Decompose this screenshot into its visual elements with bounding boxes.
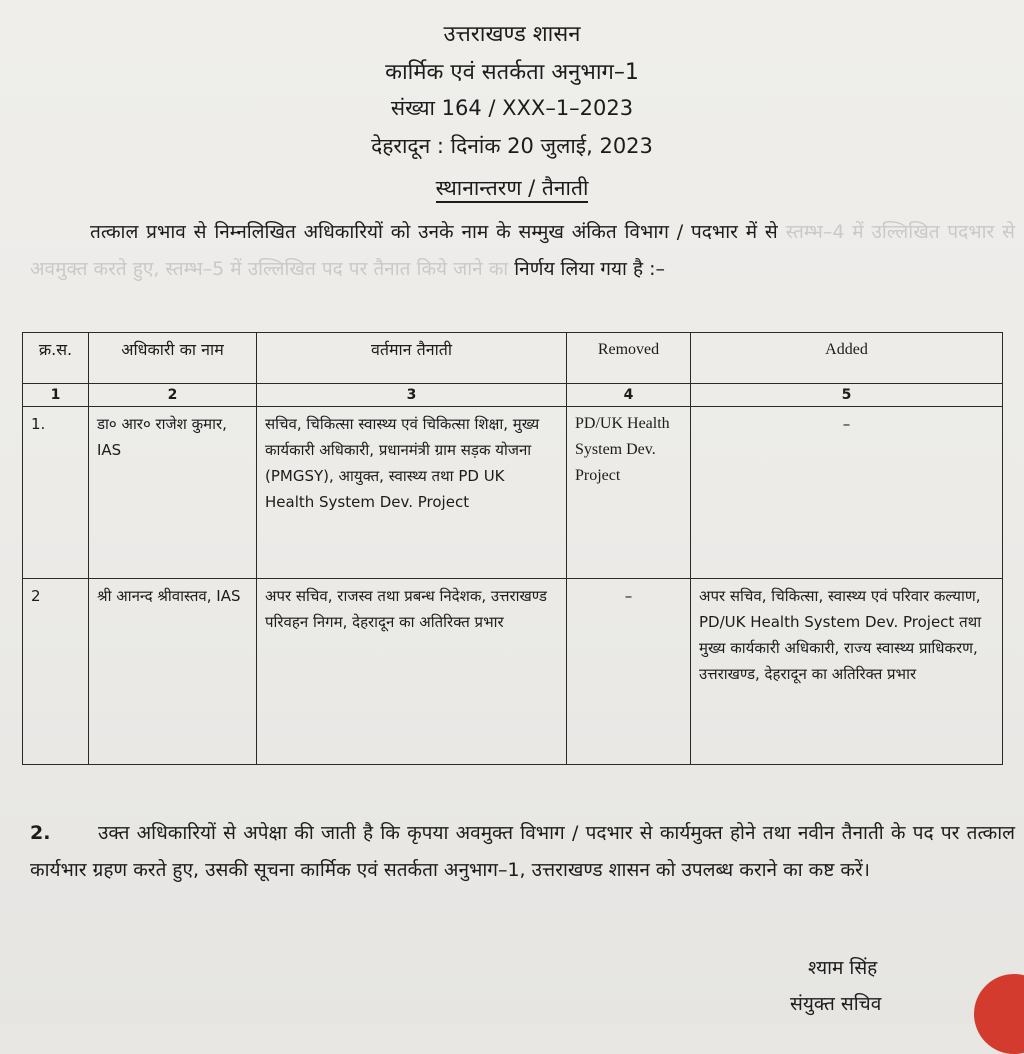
row-officer-name: डा० आर० राजेश कुमार, IAS [89, 407, 257, 579]
table-header-row [23, 333, 1003, 384]
instruction-paragraph [30, 815, 1015, 889]
header-current-posting: वर्तमान तैनाती [257, 333, 567, 384]
department-name: कार्मिक एवं सतर्कता अनुभाग–1 [385, 60, 639, 85]
row-current-posting: सचिव, चिकित्सा स्वास्थ्य एवं चिकित्सा शिक्षा, मुख्य कार्यकारी अधिकारी, प्रधानमंत्री ग्राम सड़क योजना (PMGSY), आयुक्त, स्वास्थ्य तथा PD UK Health System Dev. Project [257, 407, 567, 579]
table-row [23, 407, 1003, 579]
column-number: 5 [691, 384, 1003, 407]
paragraph-number: 2. [30, 822, 51, 844]
column-number: 4 [567, 384, 691, 407]
row-officer-name: श्री आनन्द श्रीवास्तव, IAS [89, 579, 257, 765]
signatory-designation: संयुक्त सचिव [790, 993, 882, 1015]
row-sno: 1. [23, 407, 89, 579]
header-officer-name: अधिकारी का नाम [89, 333, 257, 384]
place-date: देहरादून : दिनांक 20 जुलाई, 2023 [371, 134, 653, 158]
header-removed: Removed [567, 333, 691, 384]
signatory-name: श्याम सिंह [808, 957, 878, 979]
column-number: 3 [257, 384, 567, 407]
row-removed: – [567, 579, 691, 765]
intro-paragraph [30, 214, 1015, 288]
instruction-text: उक्त अधिकारियों से अपेक्षा की जाती है कि कृपया अवमुक्त विभाग / पदभार से कार्यमुक्त होने तथा नवीन तैनाती के पद पर तत्काल कार्यभार ग्रहण करते हुए, उसकी सूचना कार्मिक एवं सतर्कता अनुभाग–1, उत्तराखण्ड शासन को उपलब्ध कराने का कष्ट करें। [30, 822, 1015, 881]
row-removed: PD/UK Health System Dev. Project [567, 407, 691, 579]
intro-text-faded: स्तम्भ–4 में उल्लिखित पदभार से अवमुक्त करते हुए, स्तम्भ–5 में उल्लिखित पद पर तैनात किये जाने का [30, 221, 1015, 280]
row-current-posting: अपर सचिव, राजस्व तथा प्रबन्ध निदेशक, उत्तराखण्ड परिवहन निगम, देहरादून का अतिरिक्त प्रभार [257, 579, 567, 765]
intro-text-1: तत्काल प्रभाव से निम्नलिखित अधिकारियों को उनके नाम के सम्मुख अंकित विभाग / पदभार में से [90, 221, 778, 243]
header-sno: क्र.स. [23, 333, 89, 384]
row-added: – [691, 407, 1003, 579]
column-number: 1 [23, 384, 89, 407]
subject-heading: स्थानान्तरण / तैनाती [0, 174, 1024, 202]
row-sno: 2 [23, 579, 89, 765]
row-added: अपर सचिव, चिकित्सा, स्वास्थ्य एवं परिवार कल्याण, PD/UK Health System Dev. Project तथा मुख्य कार्यकारी अधिकारी, राज्य स्वास्थ्य प्राधिकरण, उत्तराखण्ड, देहरादून का अतिरिक्त प्रभार [691, 579, 1003, 765]
transfer-table [22, 332, 1003, 765]
column-number: 2 [89, 384, 257, 407]
intro-text-3: निर्णय लिया गया है :– [514, 258, 666, 280]
column-number-row [23, 384, 1003, 407]
reference-number: संख्या 164 / XXX–1–2023 [390, 96, 634, 120]
govt-name: उत्तराखण्ड शासन [443, 22, 581, 47]
table-row [23, 579, 1003, 765]
header-added: Added [691, 333, 1003, 384]
